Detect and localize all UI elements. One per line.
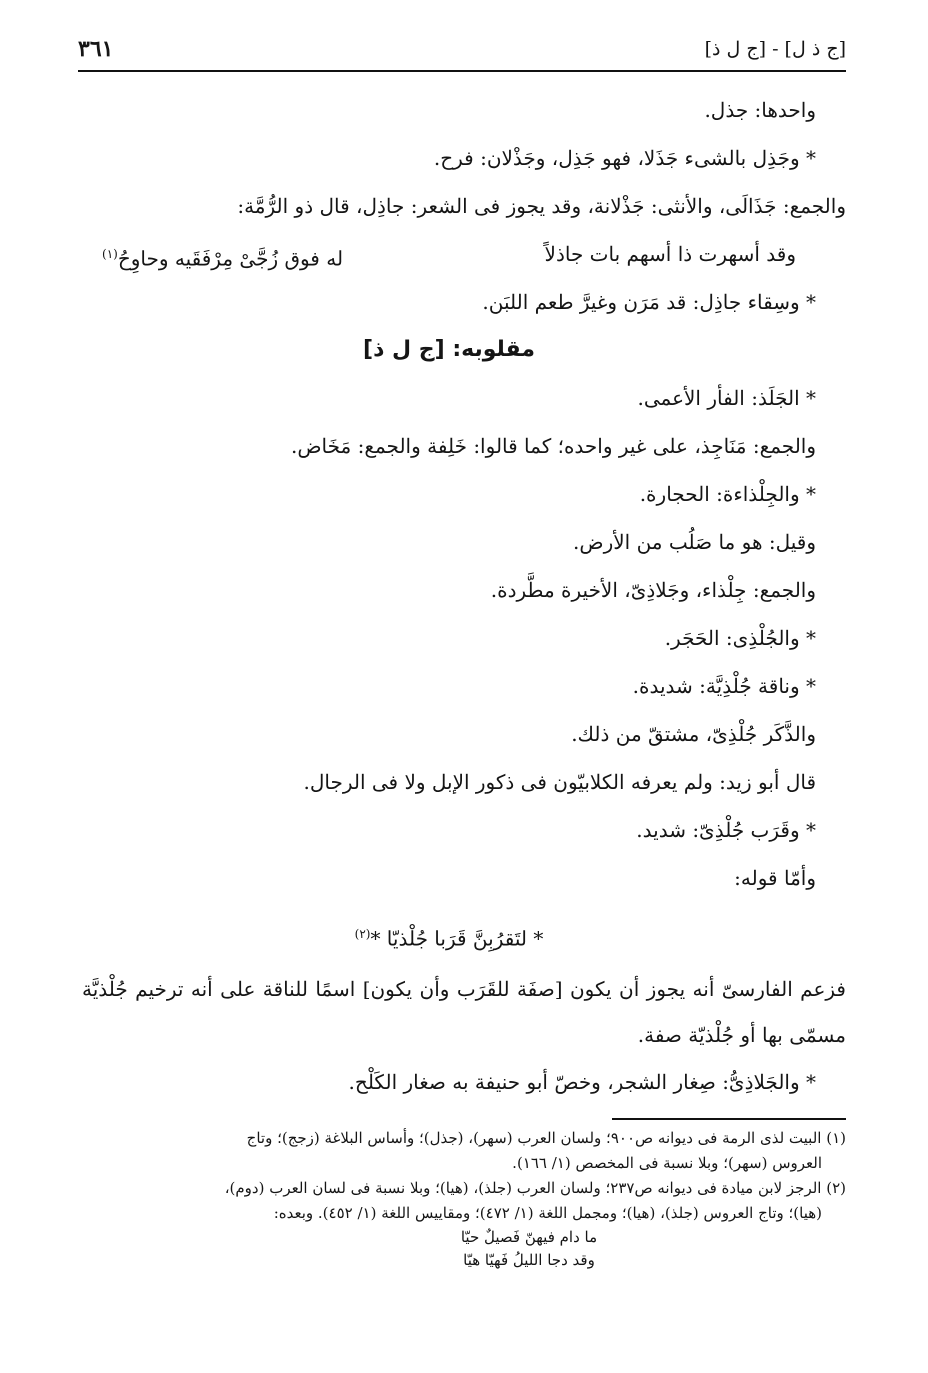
verse-text: * لتَقرُبِنَّ قَرَبا جُلْذيّا * [370,926,544,951]
running-head: [ج ذ ل] - [ج ل ذ] [704,38,846,60]
text-line: * وناقة جُلْذِيَّة: شديدة. [632,674,816,698]
text-line: * والجِلْذاءة: الحجارة. [639,482,816,506]
text-line: * وجَذِل بالشىء جَذَلا، فهو جَذِل، وجَذْلان: فرح. [433,146,816,170]
header-rule [78,70,846,72]
page-number: ٣٦١ [78,36,114,62]
text-line: * وقَرَب جُلْذِىّ: شديد. [636,818,816,842]
footnote-line: (١) البيت لذى الرمة فى ديوانه ص٩٠٠؛ ولسان العرب (سهر)، (جذل)؛ وأساس البلاغة (زجج)؛ وتاج [246,1129,846,1147]
text-line: * الجَلَذ: الفأر الأعمى. [637,386,816,410]
footnote-rule [612,1118,846,1120]
text-line: والجمع: جَذَالَى، والأنثى: جَذْلانة، وقد يجوز فى الشعر: جاذِل، قال ذو الرُّمَّة: [237,194,846,218]
footnote-line: العروس (سهر)؛ وبلا نسبة فى المخصص (١/ ١٦٦). [512,1154,822,1172]
footnotes [82,1126,846,1272]
text-line: والذَّكَر جُلْذِىّ، مشتقّ من ذلك. [571,722,816,746]
text-line: وأمّا قوله: [734,866,816,890]
footnote-verse: وقد دجا الليلُ فَهيّا هيّا [463,1251,595,1269]
footnote-marker: (١) [102,247,118,261]
rajaz-verse [82,902,816,966]
footnote-line: (هيا)؛ وتاج العروس (جلذ)، (هيا)؛ ومجمل اللغة (١/ ٤٧٢)؛ ومقاييس اللغة (١/ ٤٥٢). وبعده: [273,1204,822,1222]
text-paragraph: فزعم الفارسىّ أنه يجوز أن يكون [صفَة للقَرَب وأن يكون] اسمًا للناقة على أنه ترخيم جُلْذيَّة مسمّى بها أو جُلْذيّة صفة. [82,977,846,1047]
text-line: * والجُلْذِى: الحَجَر. [664,626,816,650]
poetry-verse [82,230,816,278]
footnote-marker: (٢) [354,927,371,941]
section-heading: مقلوبه: [ج ل ذ] [363,337,535,362]
main-text [82,86,846,1106]
text-line: * وسِقاء جاذِل: قد مَرَن وغيرَّ طعم اللبَن. [482,290,816,314]
footnote-verse: ما دام فيهنّ فَصيلٌ حيّا [460,1228,598,1246]
text-line: والجمع: جِلْذاء، وجَلاذِىّ، الأخيرة مطَّردة. [490,578,816,602]
verse-first-hemistich: وقد أسهرت ذا أسهم بات جاذلاً [544,242,796,266]
text-line: * والجَلاذِىُّ: صِغار الشجر، وخصّ أبو حنيفة به صغار الكَلْح. [348,1070,816,1094]
footnote-line: (٢) الرجز لابن ميادة فى ديوانه ص٢٣٧؛ ولسان العرب (جلذ)، (هيا)؛ وبلا نسبة فى لسان العرب (دوم)، [224,1179,846,1197]
text-line: والجمع: مَنَاجِذ، على غير واحده؛ كما قالوا: خَلِفة والجمع: مَخَاض. [291,434,816,458]
text-line: وقيل: هو ما صَلُب من الأرض. [573,530,816,554]
page-header [78,34,846,68]
text-line: قال أبو زيد: ولم يعرفه الكلابيّون فى ذكور الإبل ولا فى الرجال. [303,770,816,794]
verse-text: له فوق زُجَّىْ مِرْفَقَيه وحاوِحُ [117,246,344,271]
verse-second-hemistich [102,230,343,278]
text-line: واحدها: جذل. [704,98,816,122]
